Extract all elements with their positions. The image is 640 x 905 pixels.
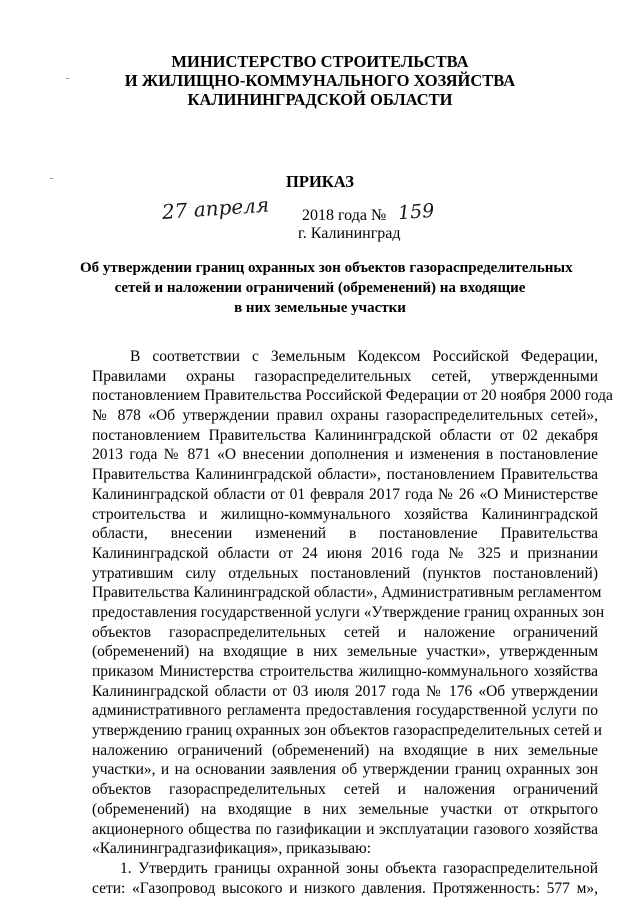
body-line: строительства и жилищно-коммунального хозяйства Калининградской: [92, 505, 598, 523]
body-line: Правительства Калининградской области», Административным регламентом: [92, 584, 602, 602]
order-subject: [80, 258, 573, 318]
body-line: Калининградской области от 24 июня 2016 года № 325 и признании: [92, 544, 598, 562]
body-line: утратившим силу отдельных постановлений (пунктов постановлений): [92, 564, 598, 582]
handwritten-date: 27 апреля: [161, 192, 270, 224]
body-line: (обременений) на входящие в них земельные участки», утвержденным: [92, 643, 598, 661]
body-line: постановлением Правительства Калининградской области от 02 декабря: [92, 426, 598, 444]
body-line: Правительства Калининградской области», постановлением Правительства: [92, 466, 598, 484]
body-line: 1. Утвердить границы охранной зоны объекта газораспределительной: [120, 859, 598, 877]
body-line: приказом Министерства строительства жилищно-коммунального хозяйства: [92, 663, 598, 680]
handwritten-order-number: 159: [397, 199, 435, 225]
subject-line: в них земельные участки: [234, 300, 406, 316]
body-line: области, внесении изменений в постановление Правительства: [92, 525, 598, 543]
body-line: объектов газораспределительных сетей и наложения ограничений: [92, 781, 598, 799]
body-line: № 878 «Об утверждении правил охраны газораспределительных сетей»,: [92, 407, 598, 425]
body-line: участки», и на основании заявления об утверждении границ охранных зон: [92, 761, 598, 779]
order-title: ПРИКАЗ: [286, 172, 354, 191]
body-line: объектов газораспределительных сетей и наложение ограничений: [92, 623, 598, 641]
ministry-line: И ЖИЛИЩНО-КОММУНАЛЬНОГО ХОЗЯЙСТВА: [124, 71, 516, 90]
ministry-line: КАЛИНИНГРАДСКОЙ ОБЛАСТИ: [187, 90, 453, 109]
body-line: постановлением Правительства Российской Федерации от 20 ноября 2000 года: [92, 387, 613, 405]
body-line: «Калининградгазификация», приказываю:: [92, 840, 372, 858]
body-line: Калининградской области от 03 июля 2017 года № 176 «Об утверждении: [92, 682, 598, 700]
ministry-line: МИНИСТЕРСТВО СТРОИТЕЛЬСТВА: [171, 52, 469, 71]
body-line: административного регламента предоставления государственной услуги по: [92, 702, 598, 720]
body-line: (обременений) на входящие в них земельные участки от открытого: [92, 800, 598, 818]
body-line: сети: «Газопровод высокого и низкого давления. Протяженность: 577 м»,: [92, 879, 598, 897]
body-line: Калининградской области от 01 февраля 2017 года № 26 «О Министерстве: [92, 485, 598, 503]
body-line: акционерного общества по газификации и эксплуатации газового хозяйства: [92, 820, 598, 838]
body-line: В соответствии с Земельным Кодексом Российской Федерации,: [130, 348, 598, 365]
ministry-header: [60, 52, 580, 109]
body-line: утверждению границ охранных зон объектов газораспределительных сетей и: [92, 722, 602, 740]
body-line: предоставления государственной услуги «Утверждение границ охранных зон: [92, 603, 605, 621]
order-city: г. Калининград: [298, 225, 401, 242]
order-body: [92, 347, 613, 898]
body-line: наложению ограничений (обременений) на входящие в них земельные: [92, 741, 598, 759]
body-line: Правилами охраны газораспределительных сетей, утвержденными: [92, 367, 598, 385]
order-date-line: 2018 года №: [302, 207, 387, 224]
subject-line: сетей и наложении ограничений (обременений) на входящие: [114, 280, 526, 296]
subject-line: Об утверждении границ охранных зон объектов газораспределительных: [80, 260, 573, 276]
body-line: 2013 года № 871 «О внесении дополнения и изменения в постановление: [92, 446, 598, 464]
